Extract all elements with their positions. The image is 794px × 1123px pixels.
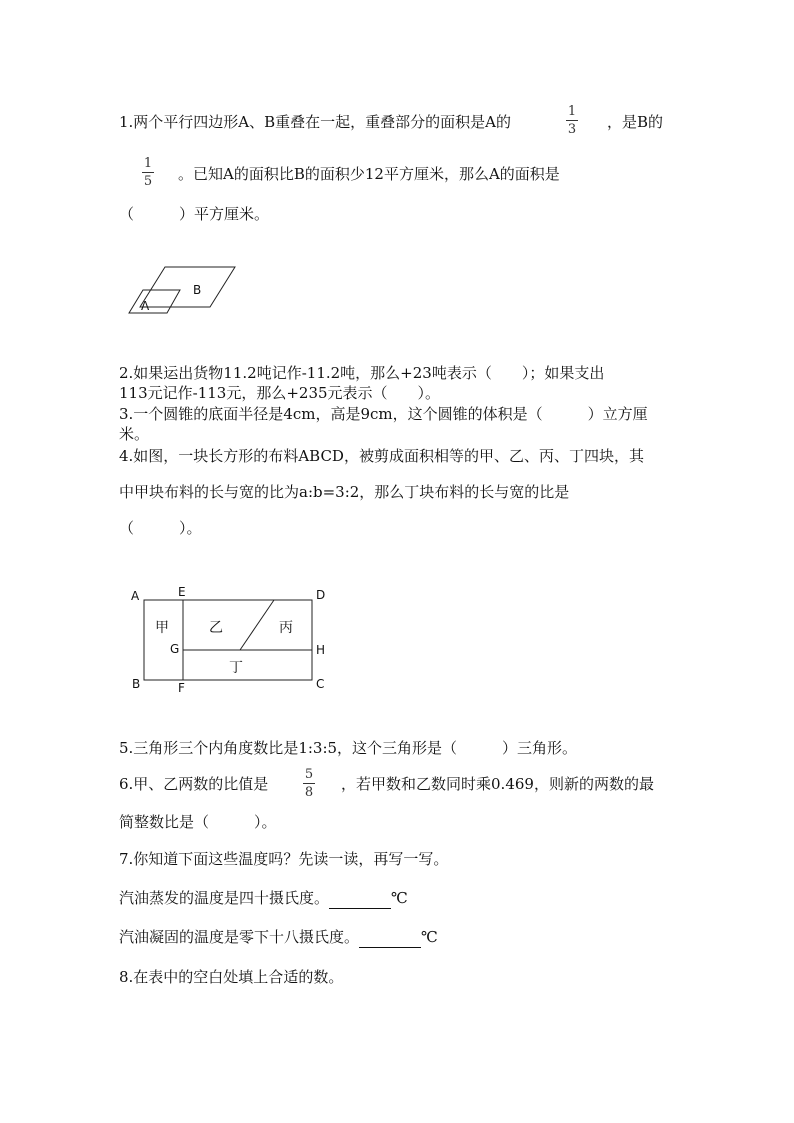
label-B: B bbox=[132, 677, 141, 691]
q6-line1-part2: ，若甲数和乙数同时乘0.469，则新的两数的最 bbox=[341, 775, 654, 793]
region-yi: 乙 bbox=[209, 620, 223, 636]
q6-frac-denominator: 8 bbox=[304, 785, 314, 800]
q1-frac2-numerator: 1 bbox=[143, 156, 153, 171]
q1-frac1-numerator: 1 bbox=[567, 104, 577, 119]
fraction-bar bbox=[142, 172, 154, 173]
q7-answer-blank-1[interactable] bbox=[329, 888, 391, 909]
q1-line2: 。已知A的面积比B的面积少12平方厘米，那么A的面积是 bbox=[178, 165, 560, 183]
q6-line1-part1: 6.甲、乙两数的比值是 bbox=[119, 775, 269, 793]
diagonal-cut bbox=[240, 600, 274, 650]
q3-line2: 米。 bbox=[119, 425, 150, 443]
label-b: B bbox=[193, 283, 202, 297]
label-G: G bbox=[170, 642, 180, 656]
q5-line1: 5.三角形三个内角度数比是1:3:5，这个三角形是（ ）三角形。 bbox=[119, 739, 578, 757]
q1-parallelogram-figure bbox=[125, 262, 240, 318]
q6-line2: 简整数比是（ ）。 bbox=[119, 813, 277, 831]
q1-fraction-one-fifth bbox=[142, 156, 154, 189]
label-D: D bbox=[316, 588, 326, 602]
q7-unit-celsius-1: ℃ bbox=[391, 889, 408, 907]
region-jia: 甲 bbox=[155, 620, 169, 636]
q4-rectangle-figure bbox=[128, 582, 338, 700]
parallelogram-a bbox=[129, 290, 180, 313]
q2-line1: 2.如果运出货物11.2吨记作-11.2吨，那么+23吨表示（ ）；如果支出 bbox=[119, 364, 605, 382]
q4-line1: 4.如图，一块长方形的布料ABCD，被剪成面积相等的甲、乙、丙、丁四块，其 bbox=[119, 447, 644, 465]
q1-line1-part2: ，是B的 bbox=[607, 113, 664, 131]
q3-line1: 3.一个圆锥的底面半径是4cm，高是9cm，这个圆锥的体积是（ ）立方厘 bbox=[119, 405, 648, 423]
rectangle-abcd bbox=[144, 600, 312, 680]
fraction-bar bbox=[303, 783, 315, 784]
label-F: F bbox=[178, 681, 185, 695]
label-C: C bbox=[316, 677, 325, 691]
label-A: A bbox=[131, 589, 140, 603]
label-a: A bbox=[141, 299, 150, 313]
fraction-bar bbox=[566, 120, 578, 121]
q7-answer-blank-2[interactable] bbox=[359, 927, 421, 948]
q7-line1: 7.你知道下面这些温度吗？先读一读，再写一写。 bbox=[119, 850, 449, 868]
label-H: H bbox=[316, 643, 326, 657]
q8-line1: 8.在表中的空白处填上合适的数。 bbox=[119, 968, 344, 986]
q7-line3-row bbox=[119, 927, 438, 948]
q4-line2: 中甲块布料的长与宽的比为a:b=3:2，那么丁块布料的长与宽的比是 bbox=[119, 483, 570, 501]
q7-line3: 汽油凝固的温度是零下十八摄氏度。 bbox=[119, 928, 360, 946]
q1-line3: （ ）平方厘米。 bbox=[119, 205, 270, 223]
q7-line2-row bbox=[119, 888, 408, 909]
q1-line1-part1: 1.两个平行四边形A、B重叠在一起，重叠部分的面积是A的 bbox=[119, 113, 512, 131]
q6-frac-numerator: 5 bbox=[304, 767, 314, 782]
q1-fraction-one-third bbox=[566, 104, 578, 137]
q4-line3: （ ）。 bbox=[119, 519, 202, 537]
q7-unit-celsius-2: ℃ bbox=[421, 928, 438, 946]
label-E: E bbox=[178, 585, 186, 599]
region-ding: 丁 bbox=[229, 660, 243, 676]
q2-line2: 113元记作-113元，那么+235元表示（ ）。 bbox=[119, 384, 441, 402]
q1-frac1-denominator: 3 bbox=[567, 122, 577, 137]
q6-fraction-five-eighths bbox=[303, 767, 315, 800]
q1-frac2-denominator: 5 bbox=[143, 174, 153, 189]
parallelogram-b bbox=[140, 267, 235, 307]
q7-line2: 汽油蒸发的温度是四十摄氏度。 bbox=[119, 889, 330, 907]
region-bing: 丙 bbox=[279, 620, 293, 636]
